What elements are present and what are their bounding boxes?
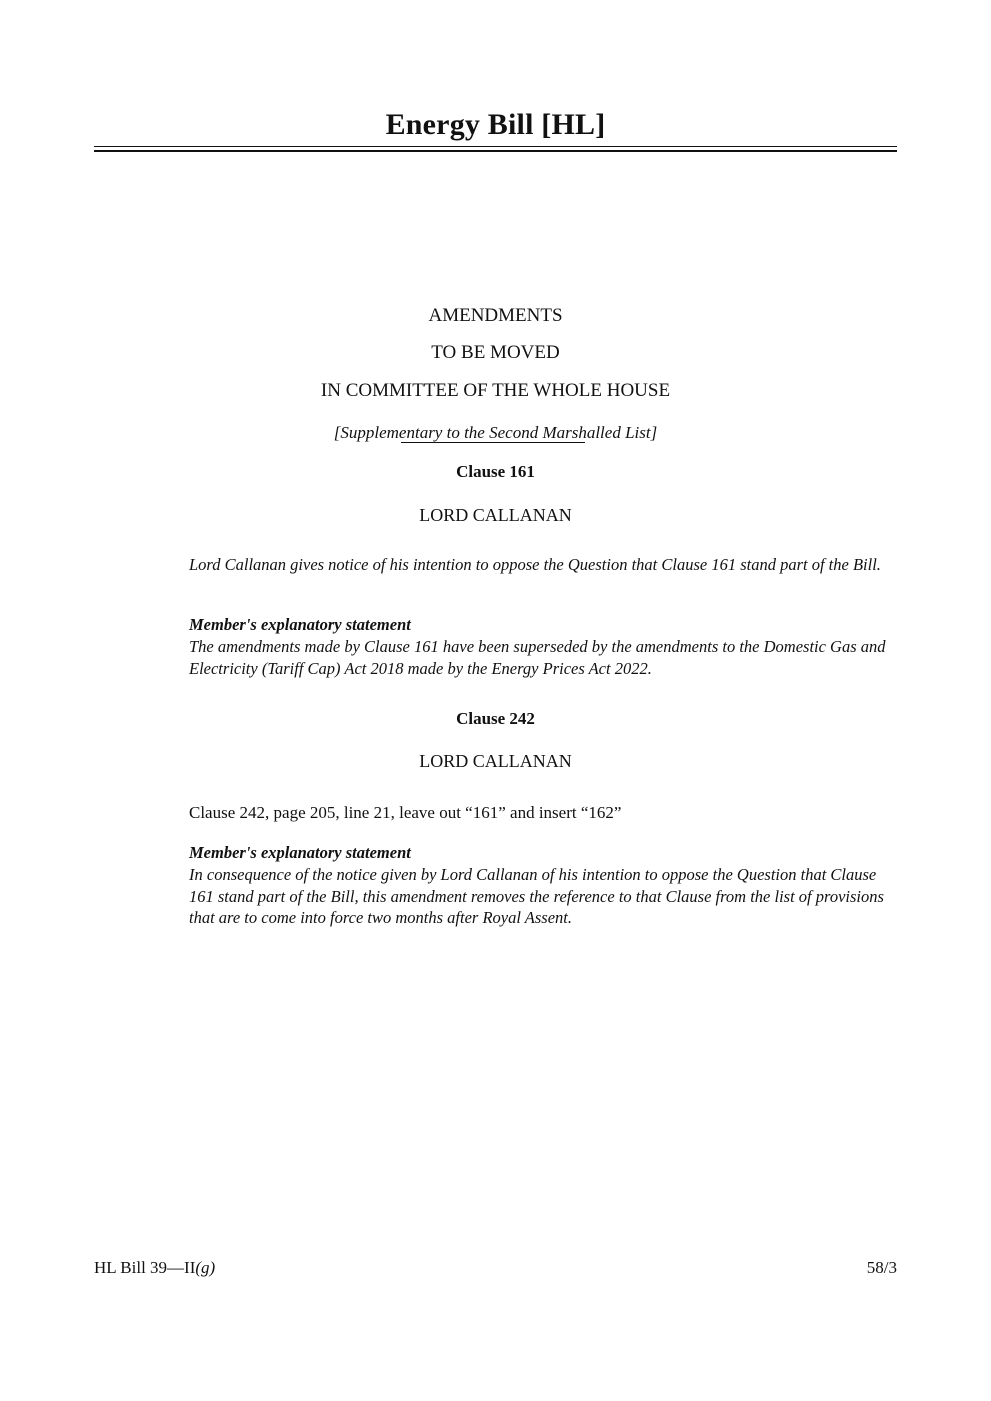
amendment-text-2: Clause 242, page 205, line 21, leave out “161” and insert “162” (189, 803, 622, 822)
footer-bill-reference (94, 1258, 215, 1278)
statement-heading-2: Member's explanatory statement (189, 843, 411, 862)
member-name-1: LORD CALLANAN (419, 505, 572, 525)
bill-title: Energy Bill [HL] (385, 108, 606, 141)
heading-committee: IN COMMITTEE OF THE WHOLE HOUSE (320, 380, 671, 401)
statement-text-2: In consequence of the notice given by Lord Callanan of his intention to oppose the Question that Clause 161 stand part of the Bill, this amendment removes the reference to that Clause from the list of provisions that are to come into force two months after Royal Assent. (189, 865, 884, 927)
heading-amendments: AMENDMENTS (428, 305, 563, 326)
supplementary-note: [Supplementary to the Second Marshalled List] (333, 423, 658, 442)
statement-text-1: The amendments made by Clause 161 have been superseded by the amendments to the Domestic Gas and Electricity (Tariff Cap) Act 2018 made by the Energy Prices Act 2022. (189, 637, 886, 678)
amendment-text-1: Lord Callanan gives notice of his intention to oppose the Question that Clause 161 stand part of the Bill. (189, 555, 881, 574)
title-rule-thin (94, 146, 897, 147)
bill-ref-suffix: (g) (195, 1258, 216, 1277)
heading-to-be-moved: TO BE MOVED (431, 342, 560, 363)
footer-page-reference: 58/3 (866, 1258, 897, 1277)
clause-heading-242: Clause 242 (456, 709, 535, 728)
clause-heading-161: Clause 161 (456, 462, 535, 481)
supplementary-underline (401, 442, 585, 443)
bill-ref-text: HL Bill 39—II (94, 1258, 196, 1277)
title-rule-thick (94, 150, 897, 152)
statement-heading-1: Member's explanatory statement (189, 615, 411, 634)
member-name-2: LORD CALLANAN (419, 751, 572, 771)
